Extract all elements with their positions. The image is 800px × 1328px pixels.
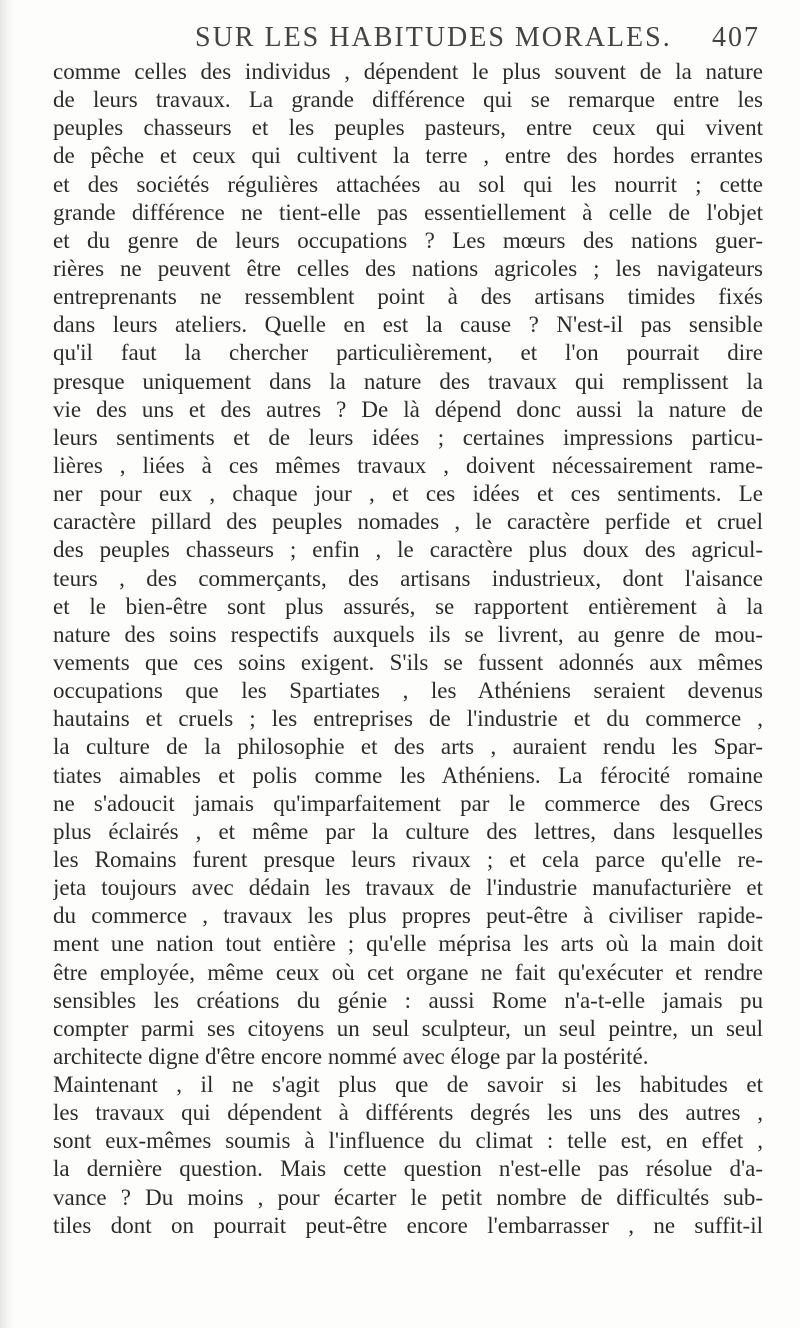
text-line: jeta toujours avec dédain les travaux de l'industrie manufacturière et <box>53 875 763 901</box>
text-line: teurs , des commerçants, des artisans industrieux, dont l'aisance <box>53 565 763 591</box>
page-number: 407 <box>712 22 760 53</box>
body-text <box>53 58 763 1240</box>
text-line: ment une nation tout entière ; qu'elle méprisa les arts où la main doit <box>53 931 763 957</box>
text-line: dans leurs ateliers. Quelle en est la cause ? N'est-il pas sensible <box>53 312 763 338</box>
text-line: et le bien-être sont plus assurés, se rapportent entièrement à la <box>53 593 763 619</box>
text-line: être employée, même ceux où cet organe ne fait qu'exécuter et rendre <box>53 959 763 985</box>
text-line: les travaux qui dépendent à différents degrés les uns des autres , <box>53 1100 763 1126</box>
running-title: SUR LES HABITUDES MORALES. <box>195 22 672 53</box>
text-line: vements que ces soins exigent. S'ils se fussent adonnés aux mêmes <box>53 649 763 675</box>
text-line: lières , liées à ces mêmes travaux , doivent nécessairement rame- <box>53 452 763 478</box>
text-line: de leurs travaux. La grande différence qui se remarque entre les <box>53 87 763 113</box>
text-line: peuples chasseurs et les peuples pasteurs, entre ceux qui vivent <box>53 115 763 141</box>
text-line: du commerce , travaux les plus propres peut-être à civiliser rapide- <box>53 903 763 929</box>
text-line: architecte digne d'être encore nommé avec éloge par la postérité. <box>53 1043 649 1069</box>
text-line: presque uniquement dans la nature des travaux qui remplissent la <box>53 368 763 394</box>
text-line: plus éclairés , et même par la culture des lettres, dans lesquelles <box>53 818 763 844</box>
text-line: tiates aimables et polis comme les Athéniens. La férocité romaine <box>53 762 763 788</box>
text-line: les Romains furent presque leurs rivaux ; et cela parce qu'elle re- <box>53 846 763 872</box>
text-line: et du genre de leurs occupations ? Les mœurs des nations guer- <box>53 227 763 253</box>
text-line: compter parmi ses citoyens un seul sculpteur, un seul peintre, un seul <box>53 1015 763 1041</box>
text-line: ner pour eux , chaque jour , et ces idées et ces sentiments. Le <box>53 481 763 507</box>
text-line: Maintenant , il ne s'agit plus que de savoir si les habitudes et <box>53 1072 763 1098</box>
text-line: sensibles les créations du génie : aussi Rome n'a-t-elle jamais pu <box>53 987 763 1013</box>
text-line: tiles dont on pourrait peut-être encore l'embarrasser , ne suffit-il <box>53 1212 763 1238</box>
text-line: occupations que les Spartiates , les Athéniens seraient devenus <box>53 678 763 704</box>
text-line: et des sociétés régulières attachées au sol qui les nourrit ; cette <box>53 171 763 197</box>
text-line: grande différence ne tient-elle pas essentiellement à celle de l'objet <box>53 199 763 225</box>
text-line: vance ? Du moins , pour écarter le petit nombre de difficultés sub- <box>53 1184 763 1210</box>
page-gutter-shadow <box>0 0 14 1328</box>
text-line: caractère pillard des peuples nomades , le caractère perfide et cruel <box>53 509 763 535</box>
text-line: la dernière question. Mais cette question n'est-elle pas résolue d'a- <box>53 1156 763 1182</box>
running-head <box>195 20 760 56</box>
text-line: rières ne peuvent être celles des nations agricoles ; les navigateurs <box>53 255 763 281</box>
text-line: entreprenants ne ressemblent point à des artisans timides fixés <box>53 284 763 310</box>
text-line: vie des uns et des autres ? De là dépend donc aussi la nature de <box>53 396 763 422</box>
text-line: leurs sentiments et de leurs idées ; certaines impressions particu- <box>53 424 763 450</box>
text-line: qu'il faut la chercher particulièrement, et l'on pourrait dire <box>53 340 763 366</box>
text-line: des peuples chasseurs ; enfin , le caractère plus doux des agricul- <box>53 537 763 563</box>
text-line: hautains et cruels ; les entreprises de l'industrie et du commerce , <box>53 706 763 732</box>
text-line: nature des soins respectifs auxquels ils se livrent, au genre de mou- <box>53 621 763 647</box>
text-line: ne s'adoucit jamais qu'imparfaitement par le commerce des Grecs <box>53 790 763 816</box>
text-line: comme celles des individus , dépendent le plus souvent de la nature <box>53 59 763 84</box>
text-line: la culture de la philosophie et des arts , auraient rendu les Spar- <box>53 734 763 760</box>
text-line: de pêche et ceux qui cultivent la terre , entre des hordes errantes <box>53 143 763 169</box>
text-line: sont eux-mêmes soumis à l'influence du climat : telle est, en effet , <box>53 1128 763 1154</box>
